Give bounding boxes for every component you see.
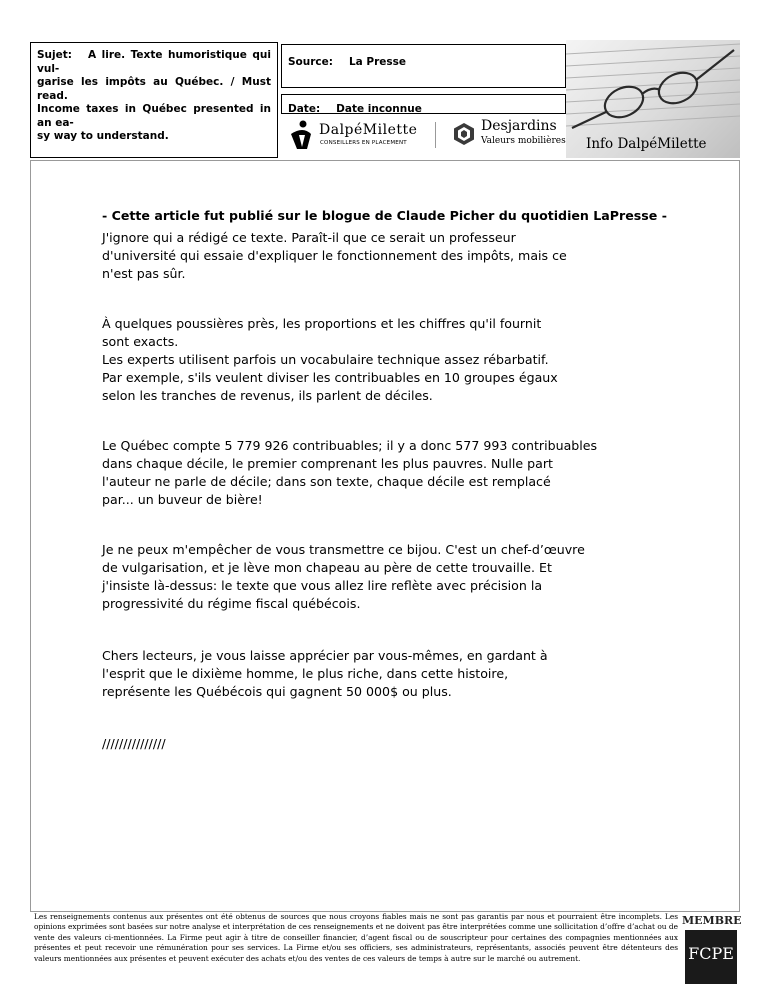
paragraph-line: selon les tranches de revenus, ils parlent de déciles. — [102, 388, 433, 403]
paragraph-line: d'université qui essaie d'expliquer le fonctionnement des impôts, mais ce — [102, 248, 567, 263]
source-box — [281, 44, 566, 88]
subject-label: Sujet: — [37, 49, 72, 61]
subject-line-3: Income taxes in Québec presented in an ea- — [37, 103, 271, 129]
paragraph-line: de vulgarisation, et je lève mon chapeau au père de cette trouvaille. Et — [102, 560, 552, 575]
desjardins-logo — [453, 120, 573, 152]
date-value: Date inconnue — [336, 103, 422, 115]
subject-line-1: A lire. Texte humoristique qui vul- — [37, 49, 271, 75]
dalpe-milette-name: DalpéMilette — [319, 122, 418, 138]
subject-line-2: garise les impôts au Québec. / Must read. — [37, 76, 271, 102]
article-separator — [102, 735, 166, 753]
subject-line-4: sy way to understand. — [37, 130, 169, 142]
paragraph-line: l'auteur ne parle de décile; dans son texte, chaque décile est remplacé — [102, 474, 551, 489]
subject-box — [30, 42, 278, 158]
badge-block — [685, 930, 737, 984]
dalpe-milette-logo — [289, 120, 439, 152]
paragraph-line: sont exacts. — [102, 334, 179, 349]
paragraph-line: l'esprit que le dixième homme, le plus riche, dans cette histoire, — [102, 666, 509, 681]
paragraph-line: n'est pas sûr. — [102, 266, 186, 281]
date-label: Date: — [288, 103, 321, 115]
desjardins-hexagon-icon — [453, 122, 475, 146]
info-dalpe-milette-title: Info DalpéMilette — [586, 136, 707, 152]
logo-divider — [435, 122, 436, 148]
sponsor-logos — [285, 118, 575, 154]
date-box — [281, 94, 566, 114]
paragraph-line: Chers lecteurs, je vous laisse apprécier par vous-mêmes, en gardant à — [102, 648, 548, 663]
paragraph-line: représente les Québécois qui gagnent 50 000$ ou plus. — [102, 684, 452, 699]
legal-disclaimer: Les renseignements contenus aux présentes ont été obtenus de sources que nous croyons fiables mais ne sont pas garantis par nous et pourraient être incomplets. Les opinions exprimées sont basées sur notre analyse et interprétation de ces renseignements et ne doivent pas être interprétées comme une sollicitation d’offre d’achat ou de vente des valeurs ci-mentionnées. La Firme peut agir à titre de conseiller financier, d’agent fiscal ou de souscripteur pour certaines des compagnies mentionnées aux présentes et peut recevoir une rémunération pour ses services. La Firme et/ou ses officiers, ses administrateurs, représentants, associés peuvent être détenteurs des valeurs mentionnées aux présentes et peuvent exécuter des achats et/ou des ventes de ces valeurs de temps à autre sur le marché ou autrement. — [34, 912, 678, 963]
paragraph-line: J'ignore qui a rédigé ce texte. Paraît-il que ce serait un professeur — [102, 230, 516, 245]
badge-label: MEMBRE — [682, 914, 742, 927]
dalpe-milette-logo-icon — [289, 120, 313, 150]
paragraph-line: Les experts utilisent parfois un vocabulaire technique assez rébarbatif. — [102, 352, 549, 367]
article-intro-title: - Cette article fut publié sur le blogue de Claude Picher du quotidien LaPresse - — [102, 208, 667, 223]
fcpe-member-badge — [682, 914, 740, 986]
desjardins-subtitle: Valeurs mobilières — [481, 136, 566, 146]
paragraph-2 — [102, 315, 558, 405]
paragraph-line: dans chaque décile, le premier comprenant les plus pauvres. Nulle part — [102, 456, 553, 471]
paragraph-line: j'insiste là-dessus: le texte que vous allez lire reflète avec précision la — [102, 578, 543, 593]
source-label: Source: — [288, 56, 333, 68]
paragraph-line: Par exemple, s'ils veulent diviser les contribuables en 10 groupes égaux — [102, 370, 558, 385]
paragraph-4 — [102, 541, 585, 613]
separator-slashes: /////////////// — [102, 736, 166, 751]
paragraph-5 — [102, 647, 548, 701]
badge-code: FCPE — [688, 944, 734, 963]
paragraph-1 — [102, 229, 567, 283]
desjardins-name: Desjardins — [481, 118, 557, 134]
paragraph-line: Je ne peux m'empêcher de vous transmettre ce bijou. C'est un chef-d’œuvre — [102, 542, 585, 557]
paragraph-line: Le Québec compte 5 779 926 contribuables; il y a donc 577 993 contribuables — [102, 438, 598, 453]
paragraph-3 — [102, 437, 597, 509]
paragraph-line: À quelques poussières près, les proportions et les chiffres qu'il fournit — [102, 316, 542, 331]
source-value: La Presse — [348, 56, 407, 68]
paragraph-line: par... un buveur de bière! — [102, 492, 263, 507]
paragraph-line: progressivité du régime fiscal québécois. — [102, 596, 361, 611]
dalpe-milette-tagline: CONSEILLERS EN PLACEMENT — [320, 140, 407, 146]
